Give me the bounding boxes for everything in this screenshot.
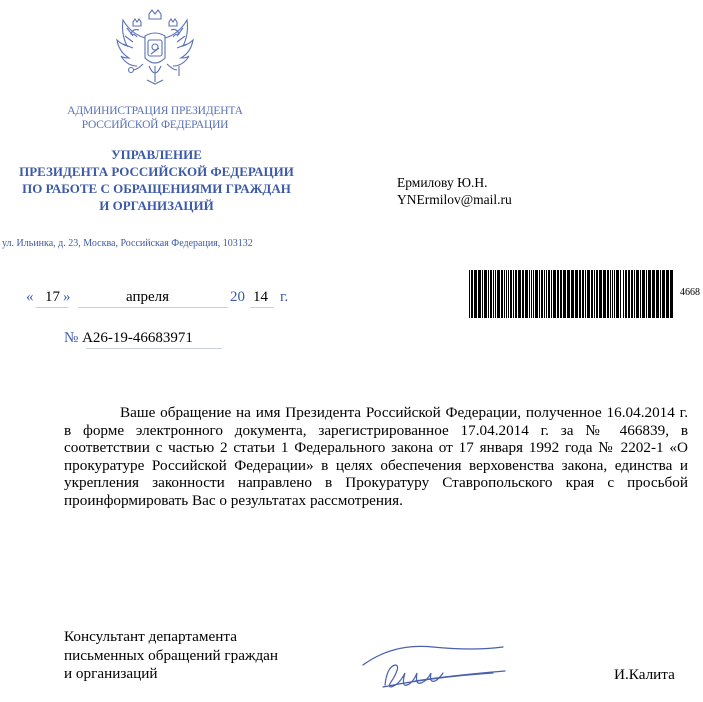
- registration-number: [64, 330, 193, 347]
- barcode-bar: [660, 270, 661, 318]
- signatory-title-line2: письменных обращений граждан: [64, 646, 279, 664]
- barcode-bar: [620, 270, 621, 318]
- date-close-quote: »: [63, 289, 71, 305]
- number-sign: №: [64, 330, 79, 346]
- letter-body: Ваше обращение на имя Президента Российской Федерации, полученное 16.04.2014 г. в форме электронного документа, зарегистрированное 17.04.2014 г. за № 466839, в соответствии с частью 2 статьи 1 Федерального закона от 17 января 1992 года № 2202-1 «О прокуратуре Российской Федерации» в целях обеспечения верховенства закона, единства и укрепления законности направлено в Прокуратуру Ставропольского края с просьбой проинформировать Вас о результатах рассмотрения.: [64, 404, 688, 509]
- barcode-bar: [546, 270, 547, 318]
- barcode-bar: [603, 270, 606, 318]
- barcode-bar: [525, 270, 528, 318]
- date-month-underline: [78, 307, 228, 308]
- date-open-quote: «: [26, 289, 34, 305]
- barcode-bar: [563, 270, 566, 318]
- handwritten-signature: [355, 635, 515, 695]
- signatory-title-line3: и организаций: [64, 665, 158, 682]
- date-year-abbr: г.: [280, 289, 289, 305]
- barcode-bar: [587, 270, 590, 318]
- barcode-bar: [610, 270, 611, 318]
- barcode-bar: [497, 270, 500, 318]
- department-name-line3: ПО РАБОТЕ С ОБРАЩЕНИЯМИ ГРАЖДАН: [22, 181, 291, 196]
- barcode-bar: [652, 270, 655, 318]
- barcode-bar: [628, 270, 630, 318]
- date-day-underline: [36, 307, 68, 308]
- barcode-bar: [623, 270, 624, 318]
- barcode-bar: [571, 270, 574, 318]
- barcode-bar: [506, 270, 507, 318]
- barcode-bar: [631, 270, 633, 318]
- barcode-bar: [616, 270, 619, 318]
- barcode-bar: [662, 270, 665, 318]
- signatory-name: И.Калита: [614, 666, 675, 683]
- barcode-bar: [648, 270, 651, 318]
- barcode-bar: [510, 270, 512, 318]
- barcode: [469, 270, 675, 318]
- barcode-bar: [591, 270, 593, 318]
- barcode-number: 4668: [680, 287, 700, 298]
- barcode-bar: [666, 270, 669, 318]
- barcode-bar: [544, 270, 545, 318]
- date-year-prefix: 20: [230, 289, 245, 305]
- barcode-bar: [484, 270, 487, 318]
- barcode-bar: [539, 270, 540, 318]
- barcode-bar: [634, 270, 635, 318]
- barcode-bar: [551, 270, 552, 318]
- barcode-bar: [471, 270, 473, 318]
- registration-underline: [86, 348, 222, 349]
- signatory-title-line1: Консультант департамента: [64, 628, 237, 645]
- barcode-bar: [557, 270, 559, 318]
- department-name-line1: УПРАВЛЕНИЕ: [111, 147, 202, 162]
- barcode-bar: [548, 270, 550, 318]
- barcode-bar: [482, 270, 483, 318]
- barcode-bar: [495, 270, 496, 318]
- date-year-underline: [250, 307, 274, 308]
- barcode-bar: [493, 270, 494, 318]
- barcode-bar: [670, 270, 673, 318]
- barcode-bar: [560, 270, 562, 318]
- date-day: 17: [45, 289, 60, 305]
- barcode-bar: [508, 270, 509, 318]
- barcode-bar: [515, 270, 517, 318]
- department-name-line4: И ОРГАНИЗАЦИЙ: [99, 198, 214, 213]
- barcode-bar: [575, 270, 578, 318]
- barcode-bar: [625, 270, 627, 318]
- barcode-bar: [531, 270, 532, 318]
- registration-number-value: А26-19-46683971: [82, 330, 193, 346]
- barcode-bar: [642, 270, 645, 318]
- barcode-bar: [518, 270, 521, 318]
- recipient-name: Ермилову Ю.Н.: [397, 175, 488, 190]
- barcode-bar: [656, 270, 659, 318]
- barcode-bar: [640, 270, 641, 318]
- barcode-bar: [636, 270, 639, 318]
- barcode-bar: [490, 270, 492, 318]
- barcode-bar: [596, 270, 598, 318]
- barcode-bar: [594, 270, 595, 318]
- barcode-bar: [582, 270, 584, 318]
- barcode-bar: [607, 270, 609, 318]
- barcode-bar: [488, 270, 489, 318]
- recipient-email: YNErmilov@mail.ru: [397, 192, 512, 207]
- barcode-bar: [474, 270, 477, 318]
- barcode-bar: [469, 270, 470, 318]
- barcode-bar: [553, 270, 556, 318]
- barcode-bar: [535, 270, 538, 318]
- barcode-bar: [513, 270, 514, 318]
- barcode-bar: [579, 270, 581, 318]
- barcode-bar: [501, 270, 503, 318]
- date-year-suffix: 14: [253, 289, 268, 305]
- date-month: апреля: [126, 289, 170, 305]
- barcode-bar: [478, 270, 481, 318]
- barcode-bar: [522, 270, 524, 318]
- barcode-bar: [504, 270, 505, 318]
- barcode-bar: [599, 270, 602, 318]
- org-name-line2: РОССИЙСКОЙ ФЕДЕРАЦИИ: [81, 119, 229, 131]
- barcode-bar: [612, 270, 613, 318]
- russian-coat-of-arms-icon: [105, 8, 205, 100]
- barcode-bar: [646, 270, 647, 318]
- department-name-line2: ПРЕЗИДЕНТА РОССИЙСКОЙ ФЕДЕРАЦИИ: [19, 164, 294, 179]
- barcode-bar: [585, 270, 586, 318]
- org-name-line1: АДМИНИСТРАЦИЯ ПРЕЗИДЕНТА: [67, 105, 243, 117]
- barcode-bar: [614, 270, 615, 318]
- barcode-bar: [541, 270, 543, 318]
- barcode-bar: [533, 270, 534, 318]
- barcode-bar: [529, 270, 530, 318]
- letterhead-address: ул. Ильинка, д. 23, Москва, Российская Федерация, 103132: [2, 238, 253, 249]
- signatory-title: [64, 628, 278, 684]
- barcode-bar: [567, 270, 570, 318]
